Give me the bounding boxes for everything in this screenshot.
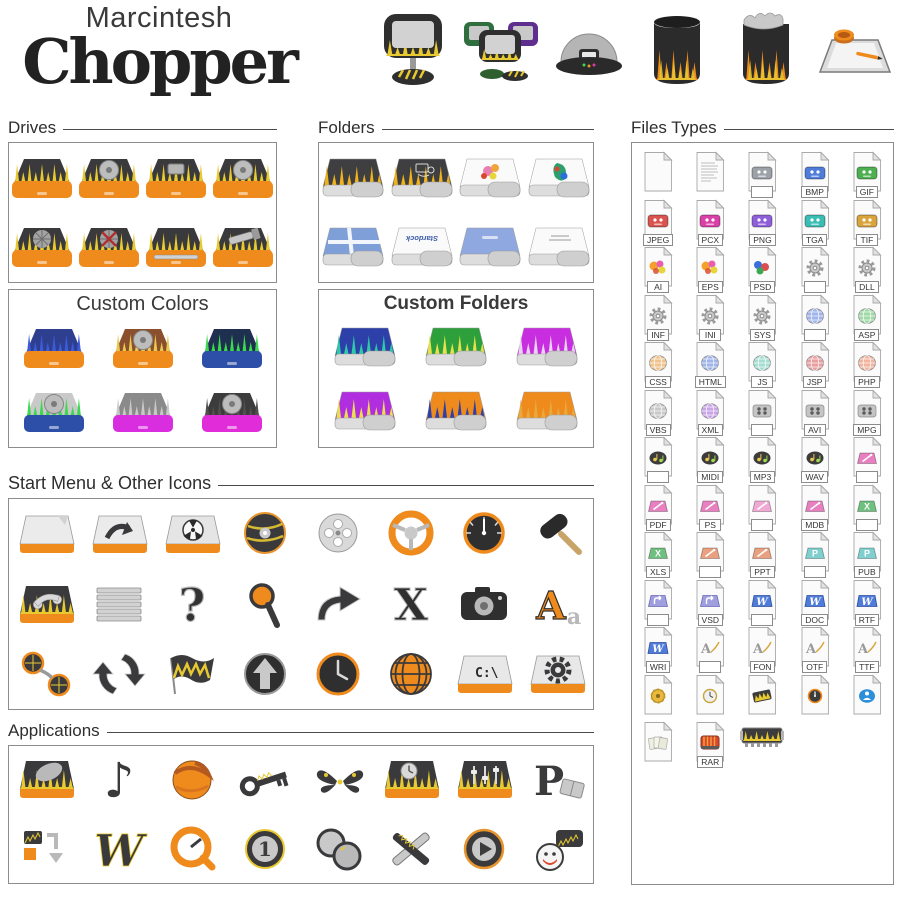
svg-text:1: 1 (257, 836, 272, 861)
file-icon-tablet (685, 531, 735, 579)
ladder-icon (89, 578, 149, 630)
steering-wheel-icon (381, 508, 441, 560)
file-icon-mdb (790, 484, 840, 532)
drive-green-flames-blue-icon (200, 325, 264, 371)
file-icon-doc (790, 579, 840, 627)
svg-text:A: A (701, 642, 712, 657)
file-icon-asp (842, 294, 892, 342)
file-icon-vbs (633, 389, 683, 437)
trash-empty-flame-icon (639, 10, 717, 94)
file-type-label: XLS (646, 566, 670, 578)
file-type-label: XML (698, 424, 723, 436)
speedometer-icon (454, 508, 514, 560)
file-type-label (751, 519, 773, 531)
file-icon-cards (633, 721, 683, 769)
file-type-label: PSD (750, 281, 775, 293)
play-disc-app-icon (454, 822, 514, 876)
svg-text:W: W (652, 643, 664, 655)
file-icon-wri (633, 626, 683, 674)
file-icon-js (737, 341, 787, 389)
file-type-label (699, 661, 721, 673)
file-icon-tablet (842, 436, 892, 484)
drive-flame-slot-icon (144, 224, 208, 270)
file-icon-html (685, 341, 735, 389)
close-x-icon (381, 578, 441, 630)
file-type-label: PUB (854, 566, 879, 578)
file-icon-psd (737, 246, 787, 294)
export-arrow-app-icon (16, 822, 76, 876)
file-type-label: DLL (855, 281, 879, 293)
folder-teal-flames-blue-icon (333, 325, 397, 369)
file-type-label: MIDI (697, 471, 723, 483)
file-type-label (804, 329, 826, 341)
smiley-messenger-app-icon (527, 822, 587, 876)
file-type-label: MDB (801, 519, 828, 531)
file-type-label: GIF (856, 186, 878, 198)
drive-flame-cd-icon (211, 155, 275, 201)
file-type-label: RTF (855, 614, 879, 626)
svg-text:X: X (863, 501, 870, 512)
file-icon-audio (633, 436, 683, 484)
file-icon-arrowapp (633, 579, 683, 627)
media-player-one-app-icon (235, 822, 295, 876)
section-title-drives (8, 118, 277, 138)
folder-blue-flames-orange-icon (424, 389, 488, 433)
music-note-app-icon (89, 753, 149, 807)
file-type-label: EPS (698, 281, 723, 293)
folder-logo-text-icon (527, 225, 591, 269)
svg-text:X: X (655, 548, 662, 559)
file-types-section (631, 142, 894, 885)
file-type-label: WAV (801, 471, 827, 483)
file-type-label: PPT (750, 566, 775, 578)
file-icon-mpg (842, 389, 892, 437)
file-icon-gear (790, 246, 840, 294)
burn-disc-icon (235, 508, 295, 560)
file-icon-badge (633, 674, 683, 722)
file-icon-word (737, 579, 787, 627)
mallet-icon (527, 508, 587, 560)
file-type-label: PS (699, 519, 721, 531)
file-type-label (804, 566, 826, 578)
file-type-label: JSP (803, 376, 827, 388)
file-type-label: MPG (853, 424, 880, 436)
file-icon-php (842, 341, 892, 389)
butterfly-app-icon (308, 753, 368, 807)
command-prompt-icon (454, 648, 514, 700)
refresh-icon (89, 648, 149, 700)
file-icon-jsp (790, 341, 840, 389)
radioactive-disk-icon (162, 508, 222, 560)
file-type-label: VBS (646, 424, 671, 436)
file-icon-otf (790, 626, 840, 674)
redo-arrow-icon (308, 578, 368, 630)
svg-text:W: W (809, 596, 821, 608)
drive-flame-connector-icon (211, 224, 275, 270)
file-icon-tabletx (842, 484, 892, 532)
title-rule (63, 129, 277, 130)
file-type-label: CSS (645, 376, 670, 388)
folders-title: Folders (318, 118, 375, 137)
file-icon-film (737, 389, 787, 437)
svg-text:C:\: C:\ (474, 666, 498, 681)
trash-full-flame-icon (728, 10, 806, 94)
publisher-app-icon (527, 753, 587, 807)
file-icon-pcx (685, 199, 735, 247)
file-type-label: TTF (855, 661, 879, 673)
file-icon-font (685, 626, 735, 674)
file-type-label (804, 281, 826, 293)
drive-dark-magenta-disc-icon (200, 389, 264, 435)
quicktime-app-icon (162, 822, 222, 876)
file-icon-mp3 (737, 436, 787, 484)
computer-monitor-flame-icon (374, 10, 452, 94)
file-icon-tga (790, 199, 840, 247)
search-icon (235, 578, 295, 630)
network-computers-icon (462, 10, 540, 94)
file-icon-ram (737, 721, 787, 769)
section-title-applications (8, 721, 594, 741)
custom-folders-section (318, 289, 594, 448)
custom-colors-title: Custom Colors (76, 293, 209, 315)
file-icon-sys (737, 294, 787, 342)
folder-blue-cross-icon (321, 225, 385, 269)
network-globes-icon (16, 648, 76, 700)
title-rule (107, 732, 594, 733)
folder-orange-flames-icon (515, 389, 579, 433)
file-icon-midi (685, 436, 735, 484)
fonts-icon (527, 578, 587, 630)
svg-text:P: P (533, 758, 564, 806)
file-type-label: TIF (856, 234, 878, 246)
svg-text:A: A (805, 642, 816, 657)
paint-hand-app-icon (16, 753, 76, 807)
file-icon-ps (685, 484, 735, 532)
flag-icon (162, 648, 222, 700)
svg-text:P: P (863, 548, 870, 559)
file-icon-globe (790, 294, 840, 342)
file-icon-jpeg (633, 199, 683, 247)
file-type-label: VSD (698, 614, 723, 626)
svg-text:a: a (566, 604, 581, 630)
file-icon-css (633, 341, 683, 389)
key-app-icon (235, 753, 295, 807)
title-rule (218, 485, 594, 486)
brand (8, 2, 310, 98)
file-type-label (647, 614, 669, 626)
svg-text:?: ? (178, 578, 205, 630)
file-type-label: BMP (801, 186, 827, 198)
file-type-label: WRI (646, 661, 671, 673)
file-icon-blank (633, 151, 683, 199)
drive-flame-disabled-icon (77, 224, 141, 270)
svg-text:W: W (861, 596, 873, 608)
start-menu-section (8, 498, 594, 710)
file-type-label: TGA (802, 234, 827, 246)
file-type-label (856, 471, 878, 483)
section-title-start-menu (8, 473, 594, 494)
file-type-label: INI (699, 329, 721, 341)
file-type-label: PDF (646, 519, 671, 531)
drive-flame-icon (10, 155, 74, 201)
word-app-icon (89, 822, 149, 876)
drive-flame-removable-icon (144, 155, 208, 201)
svg-text:X: X (393, 580, 428, 630)
file-icon-bmp (790, 151, 840, 199)
svg-text:A: A (753, 642, 764, 657)
file-icon-rar (685, 721, 735, 769)
file-type-label: PNG (749, 234, 775, 246)
drives-section (8, 142, 277, 283)
svg-text:♪: ♪ (103, 753, 134, 808)
title-rule (382, 129, 594, 130)
section-title-file-types (631, 118, 894, 138)
file-type-label: RAR (697, 756, 723, 768)
header-icons (374, 4, 894, 100)
file-icon-rtf (842, 579, 892, 627)
file-type-label: MP3 (750, 471, 775, 483)
file-type-label: FON (750, 661, 776, 673)
applications-section (8, 745, 594, 884)
document-icon (16, 508, 76, 560)
mixer-app-icon (454, 753, 514, 807)
drives-title: Drives (8, 118, 57, 137)
scheduler-app-icon (381, 753, 441, 807)
film-reel-icon (308, 508, 368, 560)
file-icon-inf (633, 294, 683, 342)
folder-stardock-icon (390, 225, 454, 269)
browser-swirl-app-icon (162, 753, 222, 807)
file-type-label: INF (647, 329, 669, 341)
file-type-label (751, 186, 773, 198)
file-icon-xml (685, 389, 735, 437)
file-types-title: Files Types (631, 118, 717, 137)
file-icon-ai (633, 246, 683, 294)
file-type-label: JPEG (643, 234, 673, 246)
file-icon-ppt (737, 531, 787, 579)
svg-text:A: A (857, 642, 868, 657)
section-title-folders (318, 118, 594, 138)
file-icon-ini (685, 294, 735, 342)
svg-text:W: W (756, 596, 769, 608)
folders-section (318, 142, 594, 283)
file-type-label (856, 519, 878, 531)
folder-yellow-flames-green-icon (424, 325, 488, 369)
file-icon-ttf (842, 626, 892, 674)
applications-title: Applications (8, 721, 100, 740)
recent-documents-icon (89, 508, 149, 560)
file-icon-avi (790, 389, 840, 437)
file-type-label: SYS (750, 329, 775, 341)
file-icon-tif (842, 199, 892, 247)
file-icon-gif (842, 151, 892, 199)
file-type-label: AI (647, 281, 669, 293)
file-icon-wav (790, 436, 840, 484)
dome-computer-icon (551, 10, 629, 94)
file-icon-eps (685, 246, 735, 294)
clock-icon (308, 648, 368, 700)
file-icon-flamechip (737, 674, 787, 722)
svg-text:A: A (535, 583, 566, 628)
file-type-label: AVI (804, 424, 826, 436)
custom-colors-section (8, 289, 277, 448)
file-type-label: JS (751, 376, 773, 388)
brand-title: Chopper (22, 25, 296, 98)
svg-text:P: P (811, 548, 818, 559)
file-type-label: DOC (801, 614, 828, 626)
file-type-label: PHP (854, 376, 879, 388)
file-type-label (751, 424, 773, 436)
file-icon-dll (842, 246, 892, 294)
file-icon-xls (633, 531, 683, 579)
drive-flame-disc-icon (77, 155, 141, 201)
drive-flame-grille-icon (10, 224, 74, 270)
help-icon (162, 578, 222, 630)
file-icon-fon (737, 626, 787, 674)
file-icon-png (737, 199, 787, 247)
file-type-label (647, 471, 669, 483)
control-panel-gear-icon (527, 648, 587, 700)
folder-white-flames-magenta-icon (515, 325, 579, 369)
title-rule (724, 129, 894, 130)
folder-yellow-flames-purple-icon (333, 389, 397, 433)
camera-icon (454, 578, 514, 630)
file-icon-gauge (790, 674, 840, 722)
start-menu-title: Start Menu & Other Icons (8, 473, 212, 493)
desktop-pad-icon (816, 10, 894, 94)
file-type-label (699, 566, 721, 578)
svg-text:W: W (93, 825, 144, 876)
file-type-label (751, 614, 773, 626)
file-icon-person (842, 674, 892, 722)
internet-globe-icon (381, 648, 441, 700)
file-type-label: PCX (698, 234, 723, 246)
folder-flames-icon (321, 156, 385, 200)
folder-dragon-art-icon (527, 156, 591, 200)
file-icon-vsd (685, 579, 735, 627)
file-type-label: HTML (695, 376, 726, 388)
phone-icon (16, 578, 76, 630)
drive-silver-green-flames-blue-disc-icon (22, 389, 86, 435)
custom-folders-title: Custom Folders (383, 293, 529, 314)
file-type-label: OTF (802, 661, 827, 673)
drive-yellow-flames-orange-disc-icon (111, 325, 175, 371)
blades-app-icon (381, 822, 441, 876)
file-icon-pub (842, 531, 892, 579)
drive-blue-flames-orange-icon (22, 325, 86, 371)
upload-disc-icon (235, 648, 295, 700)
file-icon-clock (685, 674, 735, 722)
file-type-label: ASP (854, 329, 879, 341)
file-icon-pdf (633, 484, 683, 532)
drive-silver-flames-magenta-icon (111, 389, 175, 435)
folder-paint-art-icon (458, 156, 522, 200)
file-icon-textdoc (685, 151, 735, 199)
file-icon-tabletp (790, 531, 840, 579)
file-icon-image (737, 151, 787, 199)
folder-blue-logo-icon (458, 225, 522, 269)
file-icon-tablet (737, 484, 787, 532)
folder-flames-art-icon (390, 156, 454, 200)
coins-app-icon (308, 822, 368, 876)
svg-text:Stardock: Stardock (405, 234, 438, 244)
brand-name: Marcintesh (85, 2, 233, 34)
